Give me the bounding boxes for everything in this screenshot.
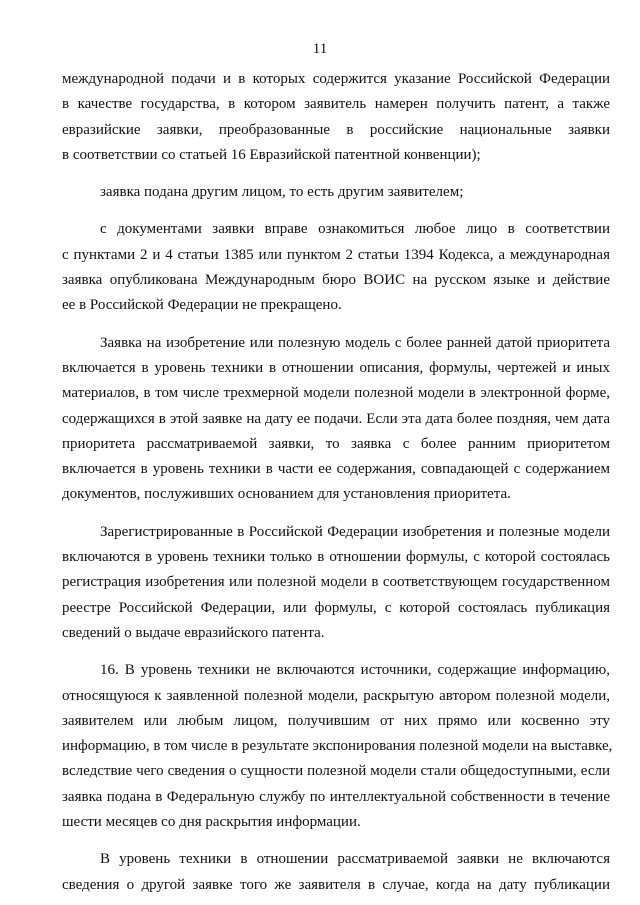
text-line: документов, послуживших основанием для установления приоритета.	[62, 486, 511, 503]
text-line: вследствие чего сведения о сущности полезной модели стали общедоступными, если	[62, 763, 610, 780]
paragraph-7	[62, 847, 610, 898]
text-line: информацию, в том числе в результате экспонирования полезной модели на выставке,	[62, 738, 613, 755]
text-line: шести месяцев со дня раскрытия информации.	[62, 814, 361, 831]
text-line: реестре Российской Федерации, или формулы, с которой состоялась публикация	[62, 599, 610, 616]
paragraph-1	[62, 67, 610, 168]
paragraph-5	[62, 520, 610, 646]
text-line: сведений о выдаче евразийского патента.	[62, 624, 325, 641]
text-line: с документами заявки вправе ознакомиться любое лицо в соответствии	[100, 221, 610, 238]
text-line: евразийские заявки, преобразованные в российские национальные заявки	[62, 121, 610, 138]
text-line: сведения о другой заявке того же заявителя в случае, когда на дату публикации	[62, 876, 610, 893]
text-line: относящуюся к заявленной полезной модели, раскрытую автором полезной модели,	[62, 687, 610, 704]
paragraph-2	[62, 180, 610, 205]
text-line: приоритета рассматриваемой заявки, то заявка с более ранним приоритетом	[62, 435, 610, 452]
text-line: регистрация изобретения или полезной модели в соответствующем государственном	[62, 574, 610, 591]
text-line: международной подачи и в которых содержится указание Российской Федерации	[62, 71, 610, 87]
text-line: В уровень техники в отношении рассматриваемой заявки не включаются	[100, 851, 610, 868]
page-number: 11	[312, 41, 328, 57]
text-line: заявка подана другим лицом, то есть другим заявителем;	[100, 184, 464, 201]
text-line: включается в уровень техники в части ее содержания, совпадающей с содержанием	[62, 461, 610, 478]
text-line: 16. В уровень техники не включаются источники, содержащие информацию,	[100, 662, 610, 679]
text-line: Зарегистрированные в Российской Федерации изобретения и полезные модели	[100, 523, 610, 540]
paragraph-4	[62, 331, 610, 508]
text-line: материалов, в том числе трехмерной модели полезной модели в электронной форме,	[62, 385, 610, 402]
paragraph-6	[62, 658, 613, 835]
text-line: с пунктами 2 и 4 статьи 1385 или пунктом 2 статьи 1394 Кодекса, а международная	[62, 246, 610, 263]
text-line: Заявка на изобретение или полезную модель с более ранней датой приоритета	[100, 334, 610, 351]
page-body	[62, 67, 613, 898]
text-line: заявка опубликована Международным бюро ВОИС на русском языке и действие	[62, 272, 610, 289]
text-line: заявка подана в Федеральную службу по интеллектуальной собственности в течение	[62, 788, 610, 805]
text-line: содержащихся в этой заявке на дату ее подачи. Если эта дата более поздняя, чем дата	[62, 410, 610, 427]
text-line: ее в Российской Федерации не прекращено.	[62, 297, 342, 314]
text-line: включается в уровень техники в отношении описания, формулы, чертежей и иных	[62, 359, 610, 376]
text-line: в соответствии со статьей 16 Евразийской патентной конвенции);	[62, 146, 481, 163]
text-line: включаются в уровень техники только в отношении формулы, с которой состоялась	[62, 549, 610, 566]
text-line: заявителем или любым лицом, получившим от них прямо или косвенно эту	[62, 712, 610, 729]
text-line: в качестве государства, в котором заявитель намерен получить патент, а также	[62, 96, 610, 113]
paragraph-3	[62, 217, 610, 318]
